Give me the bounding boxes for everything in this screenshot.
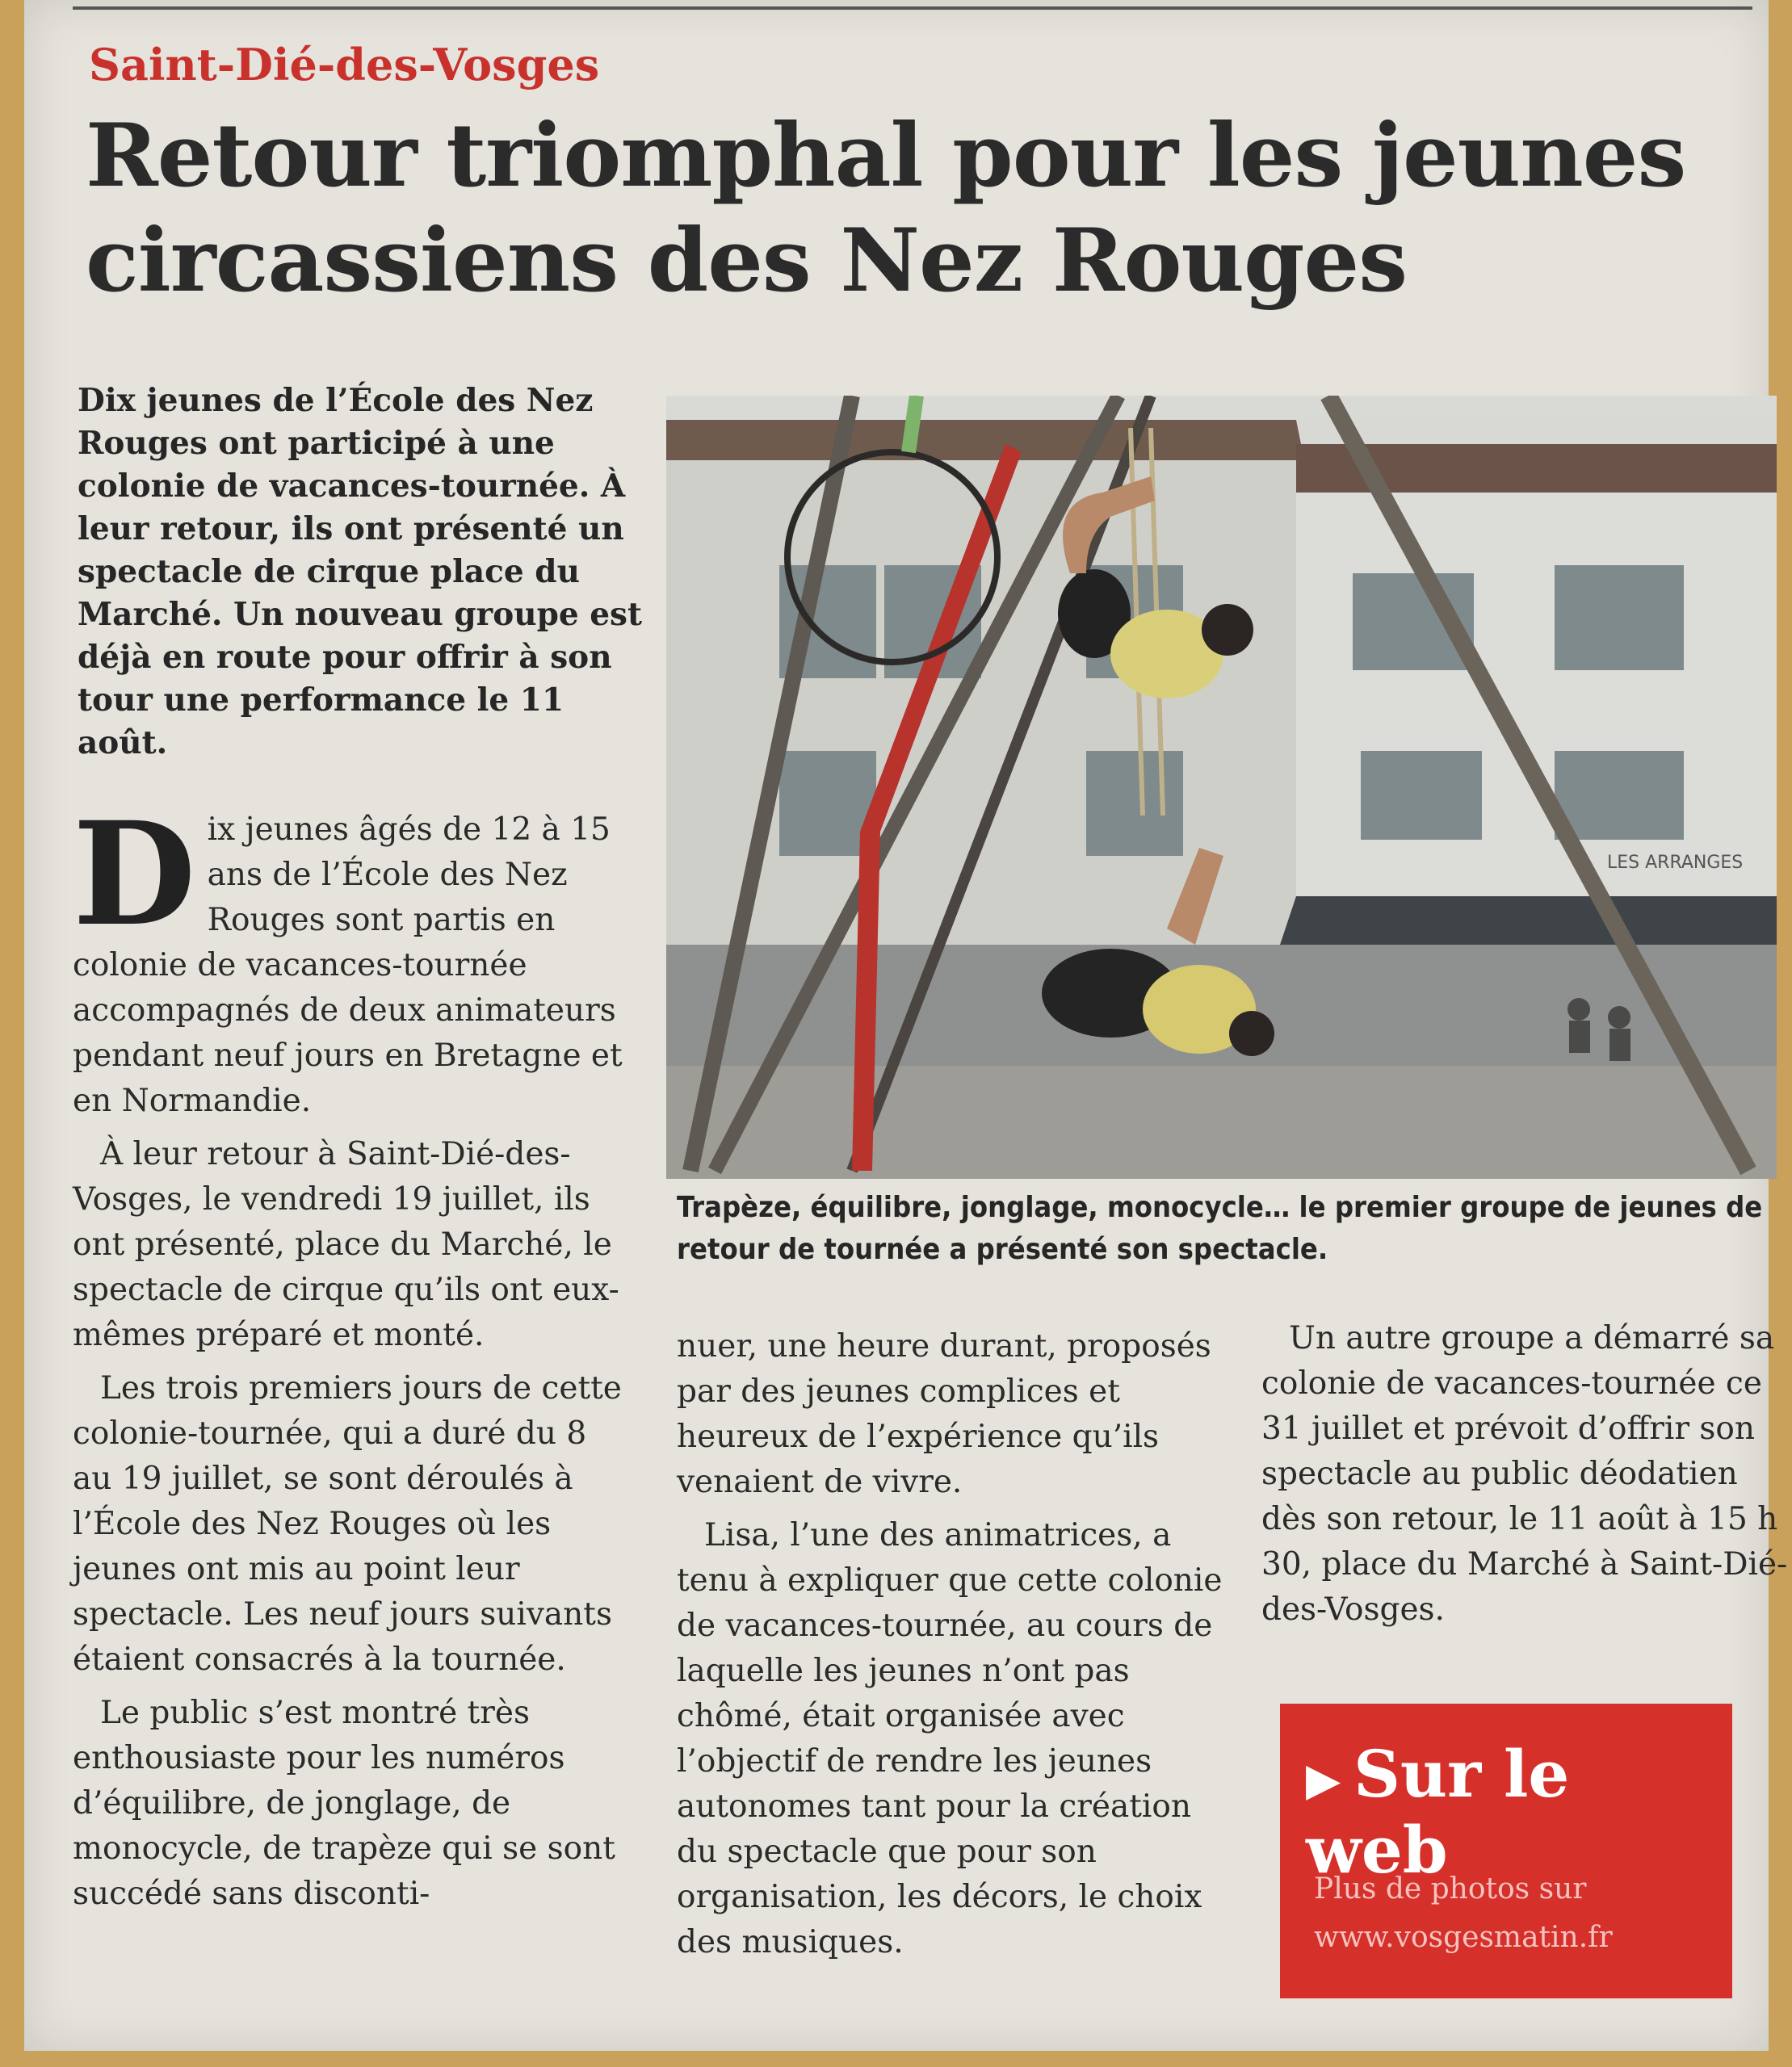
headline: Retour triomphal pour les jeunes circassiens des Nez Rouges [86,105,1686,312]
photo-illustration [666,396,1777,1179]
circus-photo [666,396,1777,1179]
top-rule [73,6,1752,10]
lead-paragraph: Dix jeunes de l’École des Nez Rouges ont participé à une colonie de vacances-tournée. À leur retour, ils ont présenté un spectacle de cirque place du Marché. Un nouveau groupe est déjà en route pour offrir à son tour une performance le 11 août. [78,382,643,761]
photo-caption: Trapèze, équilibre, jonglage, monocycle… le premier groupe de jeunes de retour de tournée a présenté son spectacle. [677,1191,1763,1266]
web-promo-url[interactable]: www.vosgesmatin.fr [1314,1921,1613,1954]
newspaper-page [24,0,1788,2051]
article-column-1 [73,790,630,1925]
article-paragraph-6: Lisa, l’une des animatrices, a tenu à expliquer que cette colonie de vacances-tournée, au cours de laquelle les jeunes n’ont pas chômé, était organisée avec l’objectif de rendre les jeunes autonomes tant pour la création du spectacle que pour son organisation, les décors, le choix des musiques. [677,1517,1223,1960]
drop-cap: D [73,790,196,958]
kicker-location: Saint-Dié-des-Vosges [89,39,600,90]
web-promo-box [1280,1704,1732,1998]
shop-sign: LES ARRANGES [1607,853,1744,873]
web-promo-line-1: Plus de photos sur [1314,1872,1587,1906]
play-arrow-icon: ▶ [1306,1753,1341,1807]
web-promo-title-text: Sur le web [1306,1736,1570,1888]
article-paragraph-1-text: ix jeunes âgés de 12 à 15 ans de l’École des Nez Rouges sont partis en colonie de vacances-tournée accompagnés de deux animateurs pendant neuf jours en Bretagne et en Normandie. [73,811,623,1119]
article-column-2 [677,1324,1226,1973]
article-paragraph-3: Les trois premiers jours de cette colonie-tournée, qui a duré du 8 au 19 juillet, se sont déroulés à l’École des Nez Rouges où les jeunes ont mis au point leur spectacle. Les neuf jours suivants étaient consacrés à la tournée. [73,1370,622,1678]
article-column-3 [1261,1316,1792,1641]
article-paragraph-5: nuer, une heure durant, proposés par des jeunes complices et heureux de l’expérience qu’ils venaient de vivre. [677,1328,1211,1500]
article-paragraph-7: Un autre groupe a démarré sa colonie de vacances-tournée ce 31 juillet et prévoit d’offrir son spectacle au public déodatien dès son retour, le 11 août à 15 h 30, place du Marché à Saint-Dié-des-Vosges. [1261,1320,1788,1628]
web-promo-text [1314,1865,1718,1962]
article-paragraph-2: À leur retour à Saint-Dié-des-Vosges, le vendredi 19 juillet, ils ont présenté, place du Marché, le spectacle de cirque qu’ils ont eux-mêmes préparé et monté. [73,1136,619,1353]
article-paragraph-4: Le public s’est montré très enthousiaste pour les numéros d’équilibre, de jonglage, de monocycle, de trapèze qui se sont succédé sans disconti- [73,1695,615,1912]
article-paragraph-1 [73,790,630,1124]
